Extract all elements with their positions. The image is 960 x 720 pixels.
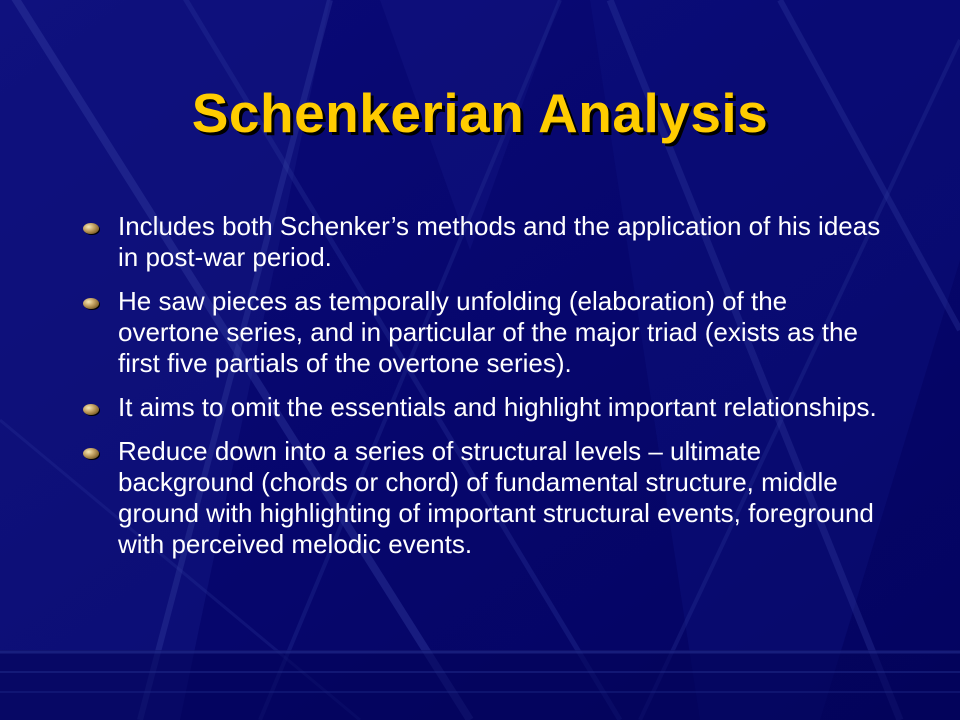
bullet-text: Reduce down into a series of structural levels – ultimate background (chords or chord) of fundamental structure, middle ground with highlighting of important structural events, foreground with perceived melodic events. [118,436,874,559]
bullet-item [82,436,882,560]
slide-title: Schenkerian Analysis [191,82,769,144]
bullet-item [82,286,882,379]
bullet-text: He saw pieces as temporally unfolding (elaboration) of the overtone series, and in particular of the major triad (exists as the first five partials of the overtone series). [118,286,858,378]
bronze-bullet-icon [83,448,99,459]
bronze-bullet-icon [83,404,99,415]
bronze-bullet-icon [83,298,99,309]
bullet-list [82,211,882,573]
bronze-bullet-icon [83,223,99,234]
bullet-item [82,392,882,423]
bullet-text: It aims to omit the essentials and highlight important relationships. [118,392,877,422]
bullet-item [82,211,882,273]
bullet-text: Includes both Schenker’s methods and the application of his ideas in post-war period. [118,211,881,272]
background-band [0,650,960,720]
